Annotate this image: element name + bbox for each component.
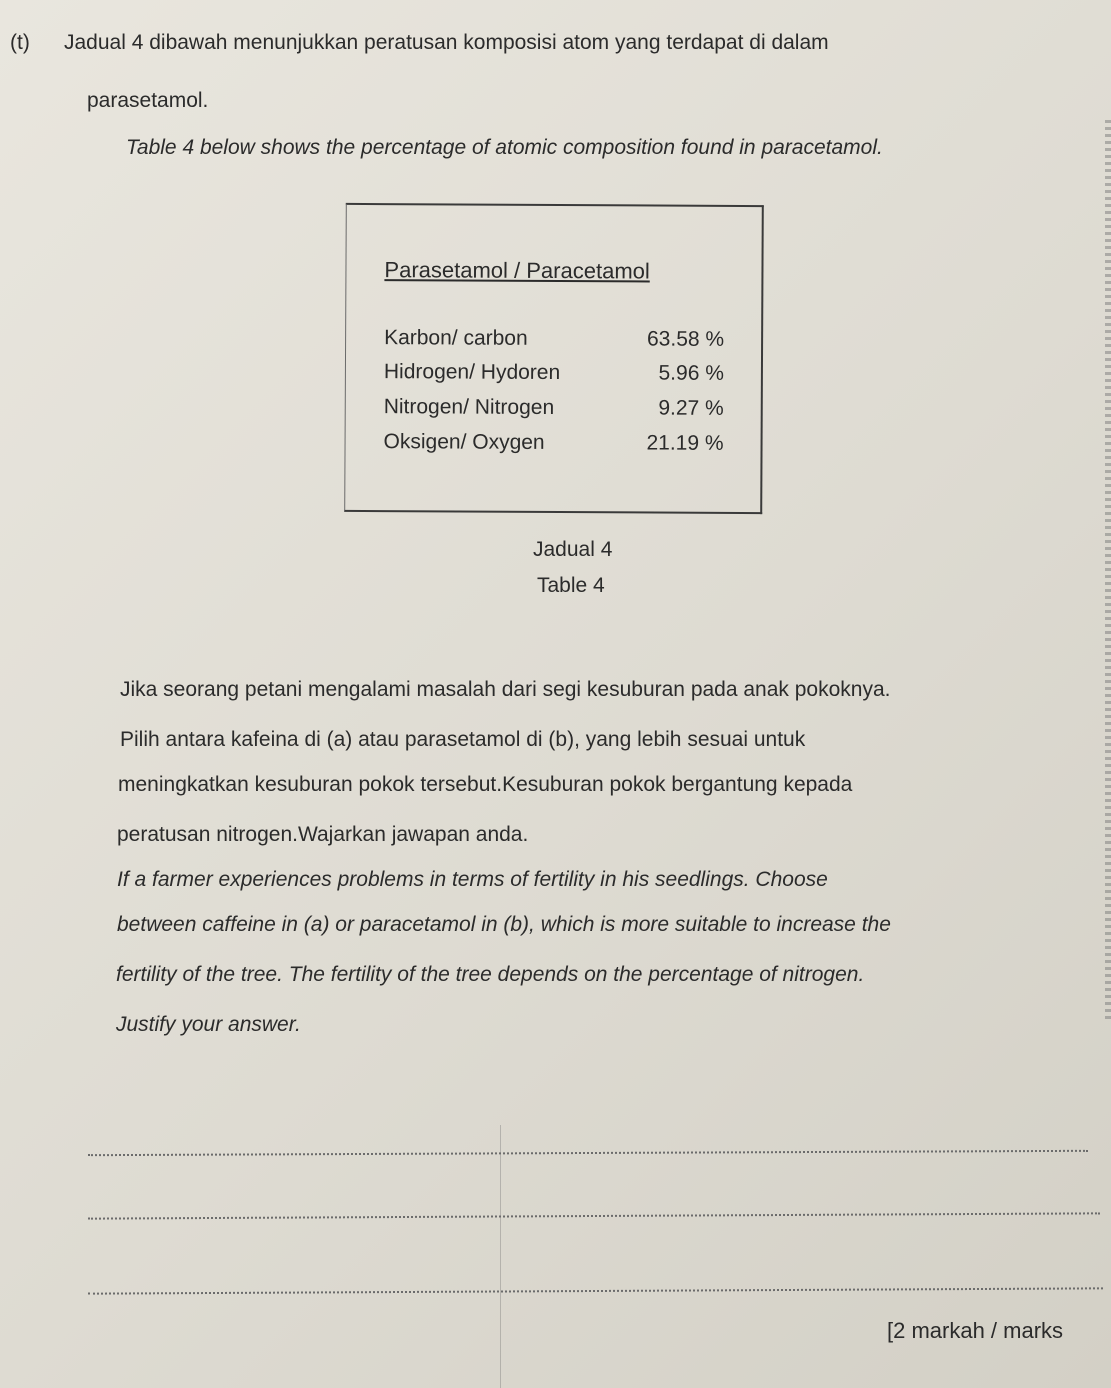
table-heading: Parasetamol / Paracetamol (384, 257, 650, 284)
prompt-malay-line4: peratusan nitrogen.Wajarkan jawapan anda. (117, 823, 529, 846)
element-percentage: 63.58 % (646, 327, 725, 351)
question-intro-malay-line1: Jadual 4 dibawah menunjukkan peratusan komposisi atom yang terdapat di dalam (64, 31, 829, 54)
element-percentage: 5.96 % (658, 361, 724, 385)
composition-table (344, 203, 764, 514)
prompt-malay-line1: Jika seorang petani mengalami masalah dari segi kesuburan pada anak pokoknya. (120, 678, 891, 701)
element-percentage: 21.19 % (646, 431, 724, 455)
question-intro-malay-line2: parasetamol. (87, 89, 209, 112)
paper-binding-edge (1105, 120, 1111, 1020)
element-name: Nitrogen/ Nitrogen (383, 395, 555, 420)
element-percentage: 9.27 % (658, 396, 724, 420)
question-label: (t) (10, 31, 30, 54)
table-row (384, 326, 724, 358)
prompt-malay-line2: Pilih antara kafeina di (a) atau parasetamol di (b), yang lebih sesuai untuk (120, 728, 806, 751)
prompt-english-line4: Justify your answer. (116, 1013, 301, 1036)
answer-line[interactable] (88, 1150, 1088, 1156)
paper-fold (500, 1125, 501, 1388)
prompt-english-line2: between caffeine in (a) or paracetamol in (b), which is more suitable to increase the (117, 913, 891, 936)
prompt-english-line3: fertility of the tree. The fertility of the tree depends on the percentage of nitrogen. (116, 963, 865, 986)
marks-allocation: [2 markah / marks (887, 1318, 1064, 1343)
answer-line[interactable] (88, 1287, 1103, 1294)
table-row (384, 360, 724, 392)
question-intro-english: Table 4 below shows the percentage of atomic composition found in paracetamol. (126, 136, 883, 159)
prompt-english-line1: If a farmer experiences problems in terms of fertility in his seedlings. Choose (117, 868, 828, 891)
table-row (383, 430, 723, 462)
element-name: Hidrogen/ Hydoren (383, 360, 561, 385)
table-row (384, 395, 724, 427)
table-caption-malay: Jadual 4 (533, 538, 613, 561)
answer-line[interactable] (88, 1212, 1100, 1219)
element-name: Karbon/ carbon (384, 326, 528, 350)
element-name: Oksigen/ Oxygen (383, 430, 545, 454)
prompt-malay-line3: meningkatkan kesuburan pokok tersebut.Kesuburan pokok bergantung kepada (118, 773, 853, 796)
table-caption-english: Table 4 (537, 574, 605, 597)
